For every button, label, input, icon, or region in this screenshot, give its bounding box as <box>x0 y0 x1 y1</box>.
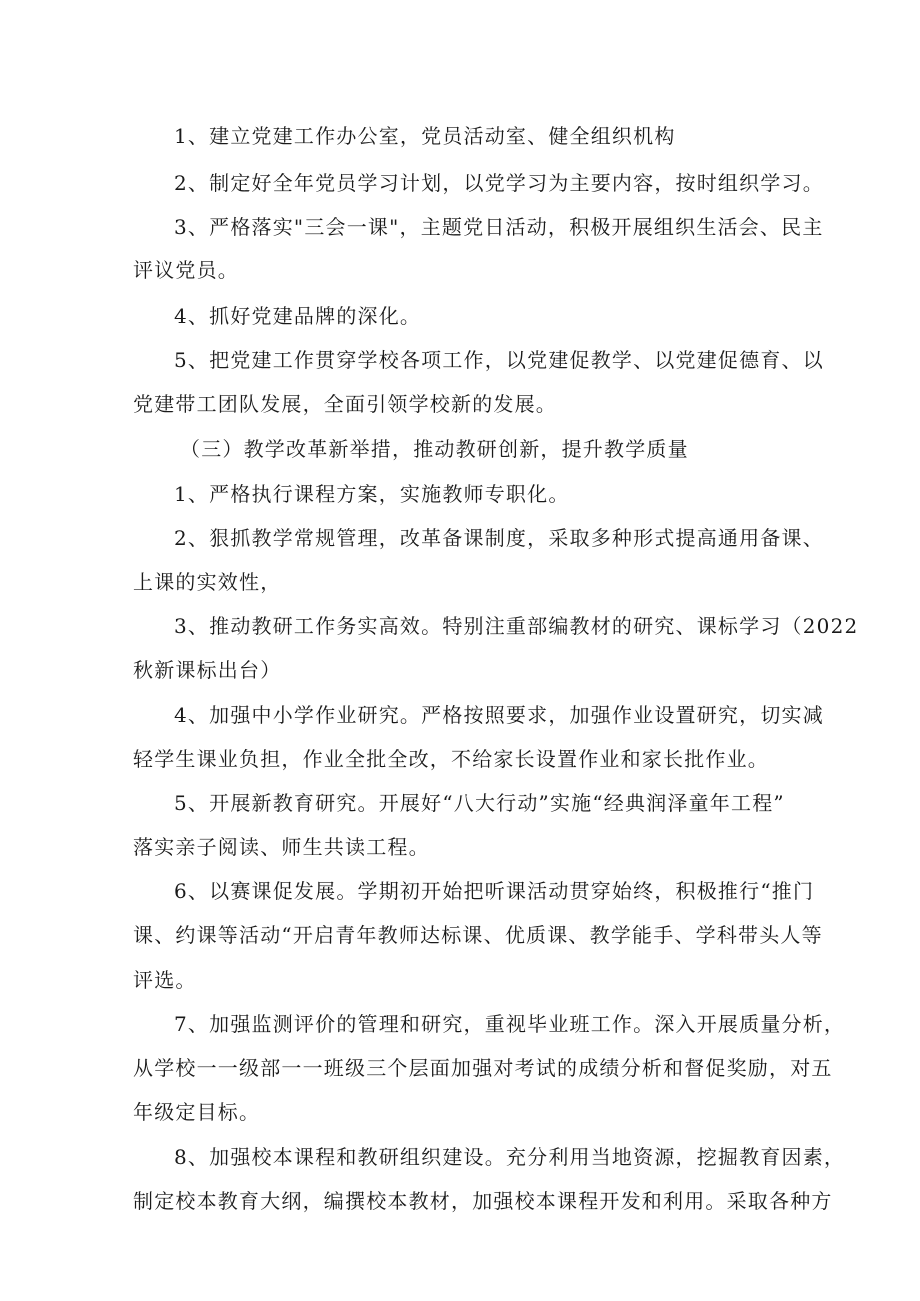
section-heading: （三）教学改革新举措，推动教研创新，提升教学质量 <box>180 437 689 461</box>
section3-item-1: 1、严格执行课程方案，实施教师专职化。 <box>174 482 570 506</box>
section3-item-5: 5、开展新教育研究。开展好“八大行动”实施“经典润泽童年工程” <box>174 791 785 815</box>
section3-item-6-continuation: 课、约课等活动“开启青年教师达标课、优质课、教学能手、学科带头人等 <box>133 923 823 947</box>
item-1-line: 1、建立党建工作办公室，党员活动室、健全组织机构 <box>174 124 676 148</box>
item-2-line: 2、制定好全年党员学习计划，以党学习为主要内容，按时组织学习。 <box>174 171 824 195</box>
section3-item-8: 8、加强校本课程和教研组织建设。充分利用当地资源，挖掘教育因素， <box>174 1145 846 1169</box>
item-3-continuation: 评议党员。 <box>133 258 239 282</box>
section3-item-7-continuation: 从学校一一级部一一班级三个层面加强对考试的成绩分析和督促奖励，对五 <box>133 1056 833 1080</box>
section3-item-7: 7、加强监测评价的管理和研究，重视毕业班工作。深入开展质量分析， <box>174 1012 846 1036</box>
section3-item-7-continuation-2: 年级定目标。 <box>133 1100 261 1124</box>
section3-item-6: 6、以赛课促发展。学期初开始把听课活动贯穿始终，积极推行“推门 <box>174 879 815 903</box>
section3-item-6-continuation-2: 评选。 <box>133 968 197 992</box>
section3-item-2-continuation: 上课的实效性， <box>133 570 282 594</box>
section3-item-3-continuation: 秋新课标出台） <box>133 658 282 682</box>
section3-item-5-continuation: 落实亲子阅读、师生共读工程。 <box>133 835 430 859</box>
section3-item-8-continuation: 制定校本教育大纲，编撰校本教材，加强校本课程开发和利用。采取各种方 <box>133 1189 833 1213</box>
section3-item-2: 2、狠抓教学常规管理，改革备课制度，采取多种形式提高通用备课、 <box>174 526 824 550</box>
item-5-line: 5、把党建工作贯穿学校各项工作，以党建促教学、以党建促德育、以 <box>174 348 824 372</box>
item-4-line: 4、抓好党建品牌的深化。 <box>174 304 422 328</box>
item-5-continuation: 党建带工团队发展，全面引领学校新的发展。 <box>133 392 557 416</box>
item-3-line: 3、严格落实"三会一课"，主题党日活动，积极开展组织生活会、民主 <box>174 215 824 239</box>
section3-item-4: 4、加强中小学作业研究。严格按照要求，加强作业设置研究，切实减 <box>174 703 824 727</box>
section3-item-4-continuation: 轻学生课业负担，作业全批全改，不给家长设置作业和家长批作业。 <box>133 747 769 771</box>
section3-item-3: 3、推动教研工作务实高效。特别注重部编教材的研究、课标学习（2022 <box>174 614 859 638</box>
